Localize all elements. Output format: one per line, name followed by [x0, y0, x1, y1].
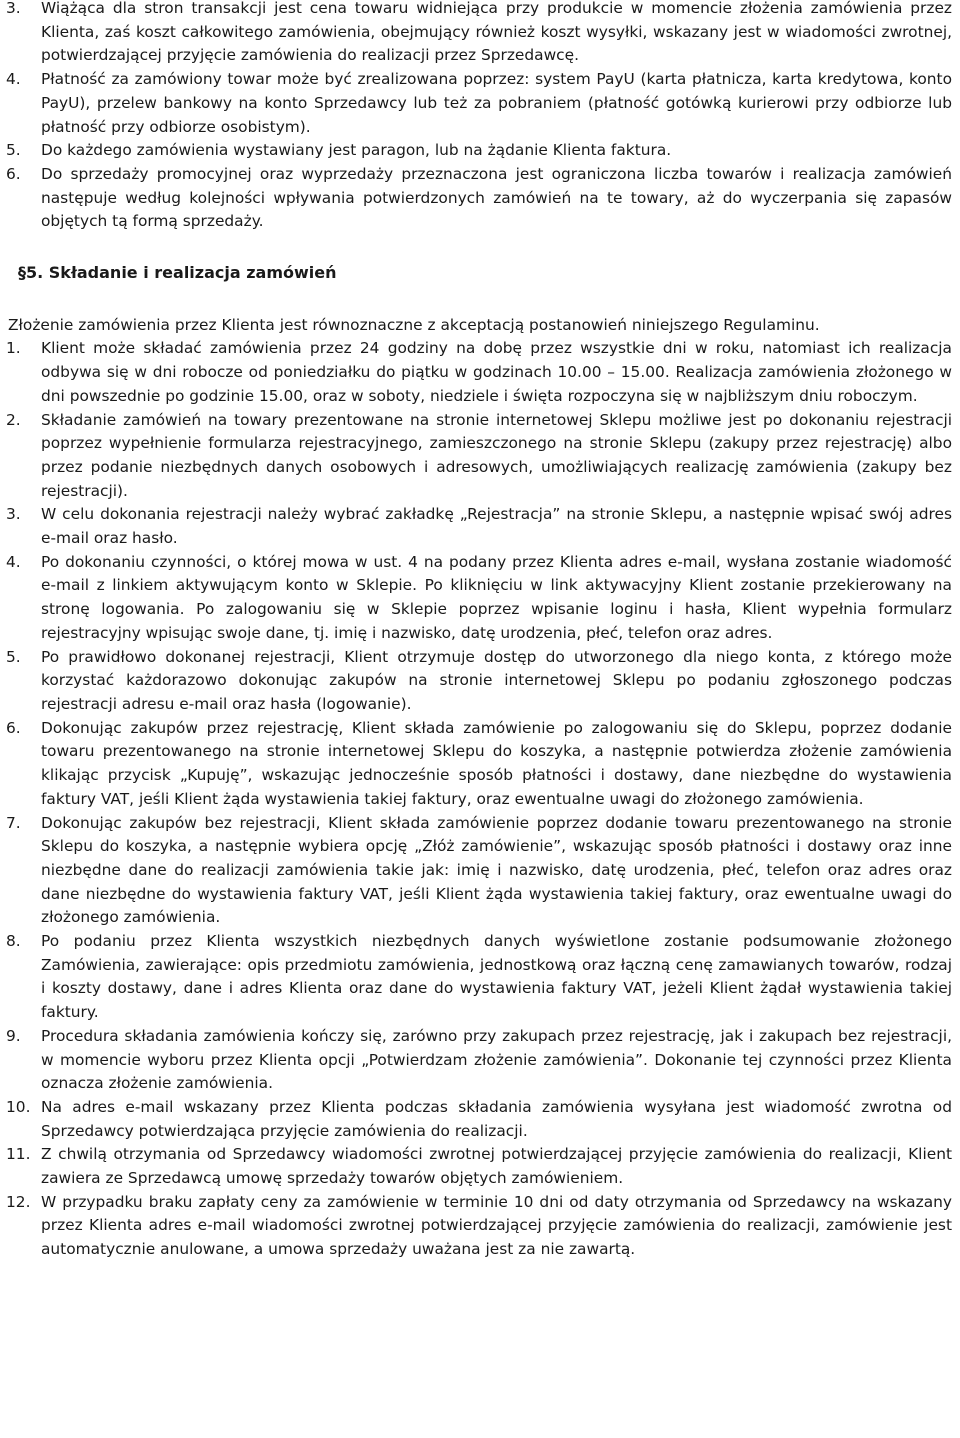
list-item-text: Na adres e-mail wskazany przez Klienta podczas składania zamówienia wysyłana jest wiadomość zwrotna od Sprzedawcy potwierdzająca przyjęcie zamówienia do realizacji.	[41, 1097, 952, 1140]
list-item-text: Składanie zamówień na towary prezentowane na stronie internetowej Sklepu możliwe jest po dokonaniu rejestracji poprzez wypełnienie formularza rejestracyjnego, zamieszczonego na stronie Sklepu (zakupy przez rejestrację) albo przez podanie niezbędnych danych osobowych i adresowych, umożliwiających realizację zamówienia (zakupy bez rejestracji).	[41, 410, 952, 500]
list-top	[0, 0, 960, 234]
list-item	[0, 1191, 960, 1262]
list-item	[0, 503, 960, 550]
list-item	[0, 163, 960, 234]
list-item-number: 9.	[6, 1026, 21, 1045]
list-item-number: 10.	[6, 1097, 31, 1116]
list-main	[0, 337, 960, 1261]
list-item-number: 8.	[6, 932, 21, 951]
list-item-text: W przypadku braku zapłaty ceny za zamówienie w terminie 10 dni od daty otrzymania od Sprzedawcy na wskazany przez Klienta adres e-mail wiadomości zwrotnej potwierdzającej przyjęcie zamówienia do realizacji, zamówienie jest automatycznie anulowane, a umowa sprzedaży uważana jest za nie zawartą.	[41, 1192, 952, 1259]
list-item	[0, 1096, 960, 1143]
list-item-text: Do każdego zamówienia wystawiany jest paragon, lub na żądanie Klienta faktura.	[41, 141, 672, 160]
list-item	[0, 717, 960, 812]
list-item	[0, 1143, 960, 1190]
list-item-number: 12.	[6, 1192, 31, 1211]
list-item-number: 4.	[6, 552, 21, 571]
list-item-text: Dokonując zakupów przez rejestrację, Klient składa zamówienie po zalogowaniu się do Sklepu, poprzez dodanie towaru prezentowanego na stronie internetowej Sklepu do koszyka, a następnie potwierdza złożenie zamówienia klikając przycisk „Kupuję”, wskazując jednocześnie sposób płatności i dostawy, dane niezbędne do wystawienia faktury VAT, jeśli Klient żąda wystawienia takiej faktury, oraz ewentualne uwagi do złożonego zamówienia.	[41, 718, 952, 808]
section-heading: §5. Składanie i realizacja zamówień	[18, 263, 337, 283]
list-item-text: Wiążąca dla stron transakcji jest cena towaru widniejąca przy produkcie w momencie złożenia zamówienia przez Klienta, zaś koszt całkowitego zamówienia, obejmujący również koszt wysyłki, wskazany jest w wiadomości zwrotnej, potwierdzającej przyjęcie zamówienia do realizacji przez Sprzedawcę.	[41, 0, 952, 65]
list-item-text: Z chwilą otrzymania od Sprzedawcy wiadomości zwrotnej potwierdzającej przyjęcie zamówienia do realizacji, Klient zawiera ze Sprzedawcą umowę sprzedaży towarów objętych zamówieniem.	[41, 1145, 952, 1188]
list-item-number: 6.	[6, 164, 21, 183]
list-item-number: 5.	[6, 647, 21, 666]
list-item-text: Po dokonaniu czynności, o której mowa w ust. 4 na podany przez Klienta adres e-mail, wysłana zostanie wiadomość e-mail z linkiem aktywującym konto w Sklepie. Po kliknięciu w link aktywacyjny Klient zostanie przekierowany na stronę logowania. Po zalogowaniu się w Sklepie poprzez wpisanie loginu i hasła, Klient wypełnia formularz rejestracyjny wpisując swoje dane, tj. imię i nazwisko, datę urodzenia, płeć, telefon oraz adres.	[41, 552, 952, 642]
list-item-text: Dokonując zakupów bez rejestracji, Klient składa zamówienie poprzez dodanie towaru prezentowanego na stronie Sklepu do koszyka, a następnie wybiera opcję „Złóż zamówienie”, wskazując sposób płatności i dostawy oraz inne niezbędne dane do realizacji zamówienia takie jak: imię i nazwisko, datę urodzenia, płeć, telefon oraz adres oraz dane niezbędne do wystawienia faktury VAT, jeśli Klient żąda wystawienia takiej faktury, oraz ewentualne uwagi do złożonego zamówienia.	[41, 813, 952, 927]
list-item-text: Do sprzedaży promocyjnej oraz wyprzedaży przeznaczona jest ograniczona liczba towarów i realizacja zamówień następuje według kolejności wpływania potwierdzonych zamówień na te towary, aż do wyczerpania się zapasów objętych tą formą sprzedaży.	[41, 164, 952, 231]
list-item	[0, 409, 960, 504]
list-item-text: Po podaniu przez Klienta wszystkich niezbędnych danych wyświetlone zostanie podsumowanie złożonego Zamówienia, zawierające: opis przedmiotu zamówienia, jednostkową oraz łączną cenę zamawianych towarów, rodzaj i koszty dostawy, dane i adres Klienta oraz dane do wystawienia faktury VAT, jeżeli Klient żądał wystawienia takiej faktury.	[41, 932, 952, 1022]
list-item-text: Klient może składać zamówienia przez 24 godziny na dobę przez wszystkie dni w roku, natomiast ich realizacja odbywa się w dni robocze od poniedziałku do piątku w godzinach 10.00 – 15.00. Realizacja zamówienia złożonego w dni powszednie po godzinie 15.00, oraz w soboty, niedziele i święta rozpoczyna się w najbliższym dniu roboczym.	[41, 339, 952, 405]
list-item	[0, 139, 960, 163]
list-item-number: 7.	[6, 813, 21, 832]
list-item	[0, 68, 960, 139]
list-item-number: 2.	[6, 410, 21, 429]
list-item	[0, 551, 960, 646]
list-item-number: 11.	[6, 1145, 31, 1164]
list-item-text: Płatność za zamówiony towar może być zrealizowana poprzez: system PayU (karta płatnicza, karta kredytowa, konto PayU), przelew bankowy na konto Sprzedawcy lub też za pobraniem (płatność gotówką kurierowi przy odbiorze lub płatność przy odbiorze osobistym).	[41, 70, 952, 136]
list-item	[0, 0, 960, 68]
list-item-number: 6.	[6, 718, 21, 737]
list-item-number: 3.	[6, 505, 21, 524]
list-item	[0, 930, 960, 1025]
list-item-number: 1.	[6, 339, 21, 358]
list-item-number: 3.	[6, 0, 21, 17]
list-item-text: Procedura składania zamówienia kończy się, zarówno przy zakupach przez rejestrację, jak i zakupach bez rejestracji, w momencie wyboru przez Klienta opcji „Potwierdzam złożenie zamówienia”. Dokonanie tej czynności przez Klienta oznacza złożenie zamówienia.	[41, 1026, 952, 1093]
list-item	[0, 646, 960, 717]
list-item	[0, 1025, 960, 1096]
section-intro: Złożenie zamówienia przez Klienta jest równoznaczne z akceptacją postanowień niniejszego Regulaminu.	[8, 315, 820, 334]
list-item-text: W celu dokonania rejestracji należy wybrać zakładkę „Rejestracja” na stronie Sklepu, a następnie wpisać swój adres e-mail oraz hasło.	[41, 505, 952, 548]
list-item-text: Po prawidłowo dokonanej rejestracji, Klient otrzymuje dostęp do utworzonego dla niego konta, z którego może korzystać każdorazowo dokonując zakupów na stronie internetowej Sklepu po podaniu zgłoszonego podczas rejestracji adresu e-mail oraz hasła (logowanie).	[41, 647, 952, 713]
list-item-number: 4.	[6, 70, 21, 89]
list-item-number: 5.	[6, 141, 21, 160]
list-item	[0, 337, 960, 408]
list-item	[0, 812, 960, 931]
